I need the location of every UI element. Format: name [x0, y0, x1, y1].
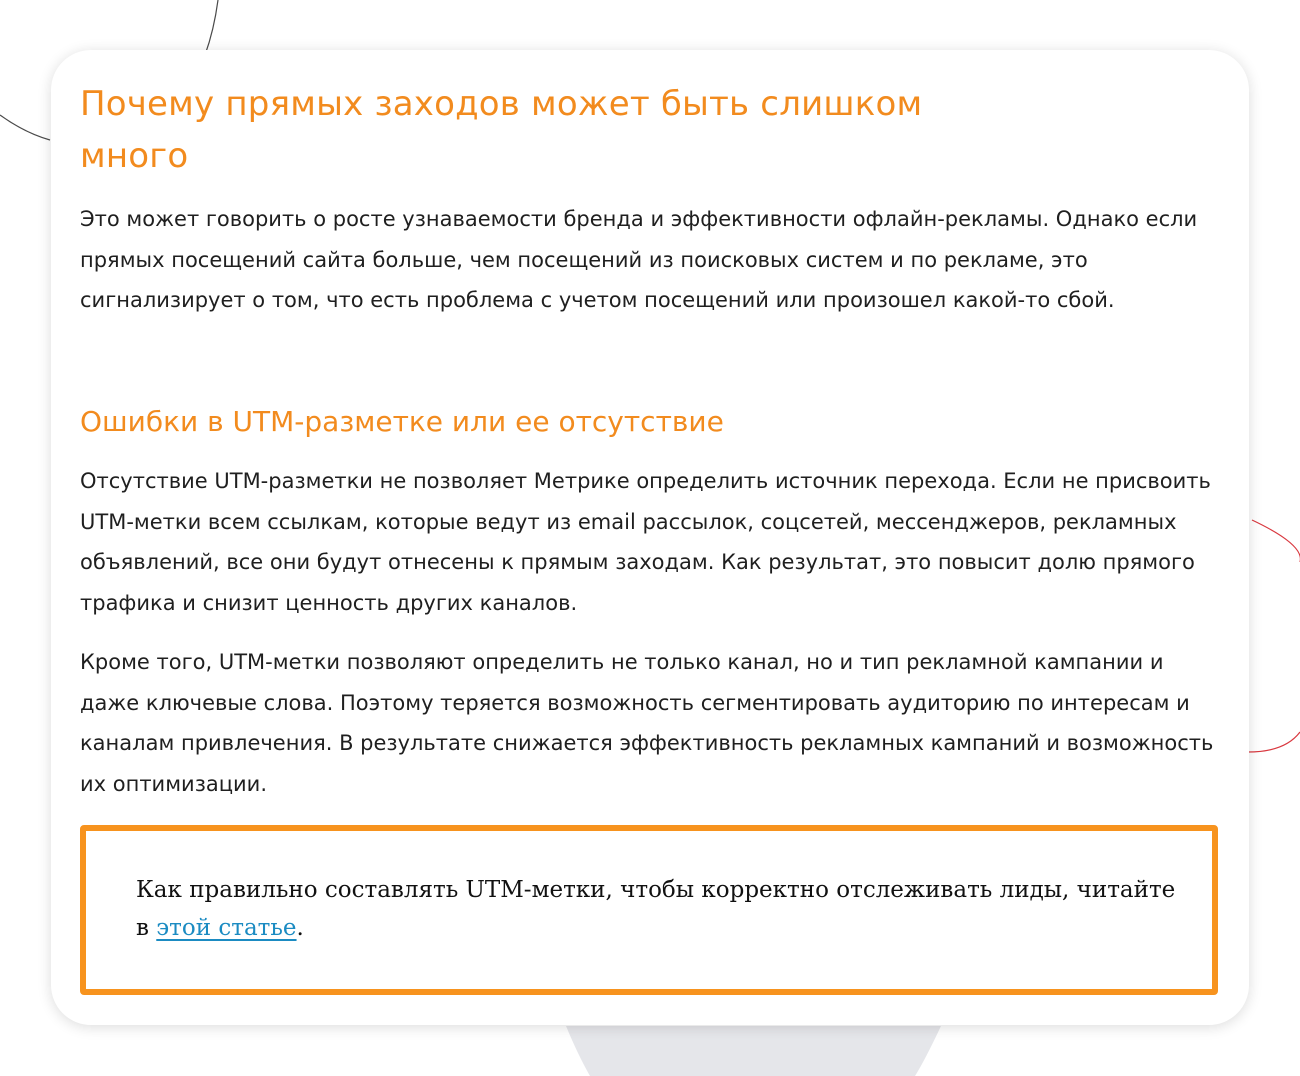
- callout-box: [80, 825, 1218, 995]
- section-heading-direct-visits: Почему прямых заходов может быть слишком много: [80, 84, 923, 176]
- paragraph-utm-segmentation: Кроме того, UTM-метки позволяют определить не только канал, но и тип рекламной кампании и даже ключевые слова. Поэтому теряется возможность сегментировать аудиторию по интересам и каналам привлечения. В результате снижается эффективность рекламных кампаний и возможность их оптимизации.: [80, 650, 1214, 796]
- decorative-arc-right-red-lower: [1248, 732, 1300, 752]
- decorative-grey-blob: [566, 1026, 941, 1076]
- decorative-arc-right-red: [1252, 520, 1300, 562]
- paragraph-direct-visits: Это может говорить о росте узнаваемости бренда и эффективности офлайн-рекламы. Однако если прямых посещений сайта больше, чем посещений из поисковых систем и по рекламе, это сигнализирует о том, что есть проблема с учетом посещений или произошел какой-то сбой.: [80, 207, 1198, 312]
- section-heading-utm-errors: Ошибки в UTM-разметке или ее отсутствие: [80, 405, 724, 438]
- callout-text-after-link: .: [296, 915, 304, 941]
- article-link[interactable]: этой статье: [156, 915, 297, 941]
- article-card: [51, 50, 1249, 1025]
- decorative-arc-left: [0, 115, 50, 140]
- callout-text: [136, 871, 1176, 947]
- callout-text-before-link: Как правильно составлять UTM-метки, чтобы корректно отслеживать лиды, читайте в: [136, 877, 1176, 941]
- paragraph-utm-missing: Отсутствие UTM-разметки не позволяет Метрике определить источник перехода. Если не присвоить UTM-метки всем ссылкам, которые ведут из email рассылок, соцсетей, мессенджеров, рекламных объявлений, все они будут отнесены к прямым заходам. Как результат, это повысит долю прямого трафика и снизит ценность других каналов.: [80, 469, 1211, 615]
- decorative-arc-top-left: [205, 0, 218, 55]
